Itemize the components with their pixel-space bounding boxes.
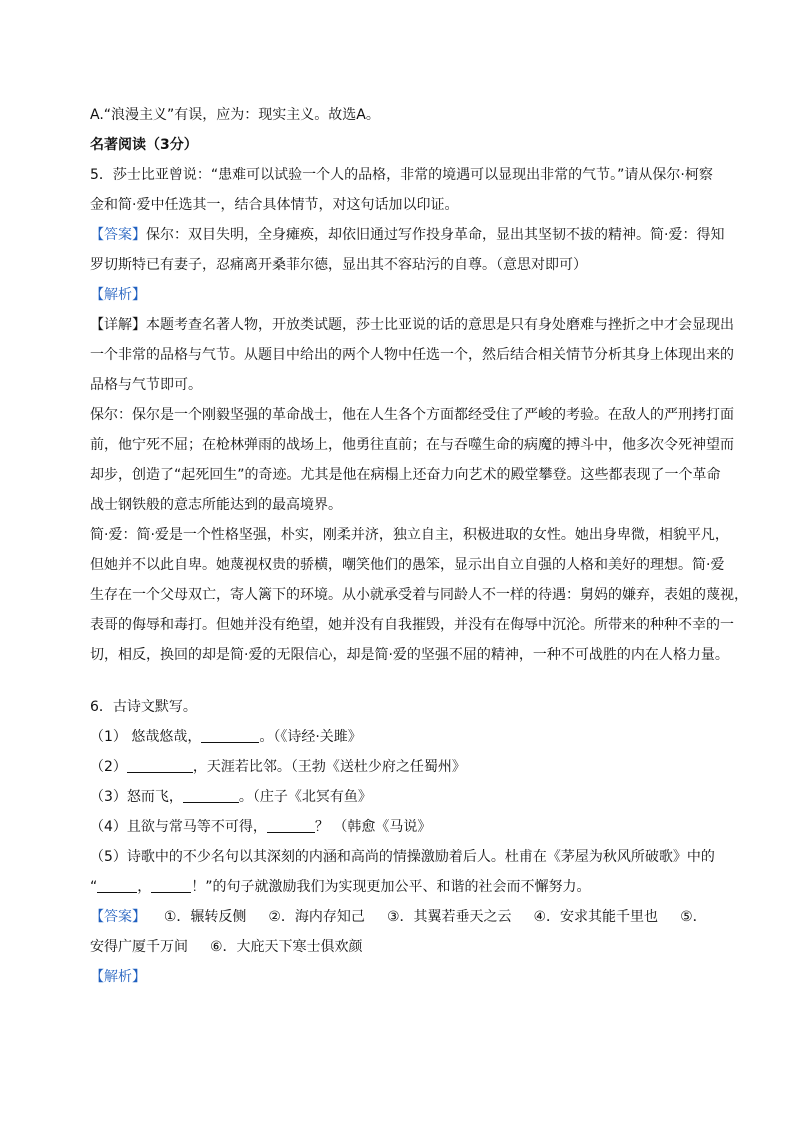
baoer-line-3: 却步，创造了“起死回生”的奇迹。尤其是他在病榻上还奋力向艺术的殿堂攀登。这些都表现了一个革命	[90, 467, 721, 483]
q6-item-2: （2） ，天涯若比邻。（王勃《送杜少府之任蜀州》	[90, 759, 466, 775]
fill-blank[interactable]	[201, 728, 259, 743]
baoer-line-1: 保尔：保尔是一个刚毅坚强的革命战士，他在人生各个方面都经受住了严峻的考验。在敌人的严刑拷打面	[90, 407, 734, 423]
answer-tag: 【答案】	[90, 227, 146, 243]
jianai-line-1: 简·爱：简·爱是一个性格坚强，朴实，刚柔并济，独立自主，积极进取的女性。她出身卑微，相貌平凡，	[90, 527, 729, 543]
section-gap	[90, 670, 720, 692]
jianai-line-5: 切，相反，换回的却是简·爱的无限信心，却是简·爱的坚强不屈的精神，一种不可战胜的内在人格力量。	[90, 647, 729, 663]
fill-blank[interactable]	[183, 788, 239, 803]
jianai-line-2: 但她并不以此自卑。她蔑视权贵的骄横，嘲笑他们的愚笨，显示出自立自强的人格和美好的理想。简·爱	[90, 557, 725, 573]
analysis-tag: 【解析】	[90, 969, 146, 985]
fill-blank[interactable]	[267, 818, 315, 833]
answer-tag: 【答案】	[90, 909, 146, 925]
document-content	[90, 100, 748, 992]
jianai-line-3: 生存在一个父母双亡，寄人篱下的环境。从小就承受着与同龄人不一样的待遇：舅妈的嫌弃，表姐的蔑视，	[90, 587, 748, 603]
fill-blank[interactable]	[127, 758, 193, 773]
q6-item-4: （4）且欲与常马等不可得， ？ （韩愈《马说》	[90, 819, 432, 835]
q5-detail-line-2: 一个非常的品格与气节。从题目中给出的两个人物中任选一个，然后结合相关情节分析其身上体现出来的	[90, 347, 734, 363]
section-title: 名著阅读（3分）	[90, 137, 198, 153]
jianai-line-4: 表哥的侮辱和毒打。但她并没有绝望，她并没有自我摧毁，并没有在侮辱中沉沦。所带来的种种不幸的一	[90, 617, 734, 633]
q6-item-5-line-2: “ ， ！”的句子就激励我们为实现更加公平、和谐的社会而不懈努力。	[90, 879, 591, 895]
q5-answer-line-2: 罗切斯特已有妻子，忍痛离开桑菲尔德，显出其不容玷污的自尊。（意思对即可）	[90, 257, 587, 273]
fill-blank[interactable]	[97, 878, 137, 893]
q6-answer-line-1: 【答案】 ①．辗转反侧 ②．海内存知己 ③．其翼若垂天之云 ④．安求其能千里也 ⑤．	[90, 909, 707, 925]
q6-item-1: （1） 悠哉悠哉， 。（《诗经·关雎》	[90, 729, 362, 745]
q5-detail-line-3: 品格与气节即可。	[90, 377, 202, 393]
fill-blank[interactable]	[151, 878, 191, 893]
q5-line-1: 5．莎士比亚曾说：“患难可以试验一个人的品格，非常的境遇可以显现出非常的气节。”请从保尔·柯察	[90, 167, 713, 183]
q6-title: 6．古诗文默写。	[90, 699, 197, 715]
q5-answer-line-1: 【答案】保尔：双目失明，全身瘫痪，却依旧通过写作投身革命，显出其坚韧不拔的精神。简·爱：得知	[90, 227, 725, 243]
q5-detail-line-1: 【详解】本题考查名著人物，开放类试题，莎士比亚说的话的意思是只有身处磨难与挫折之中才会显现出	[90, 317, 734, 333]
q4-answer-tail: A.“浪漫主义”有误，应为：现实主义。故选A。	[90, 107, 380, 123]
q5-line-2: 金和简·爱中任选其一，结合具体情节，对这句话加以印证。	[90, 197, 459, 213]
q6-item-3: （3）怒而飞， 。（庄子《北冥有鱼》	[90, 789, 372, 805]
baoer-line-2: 前，他宁死不屈；在枪林弹雨的战场上，他勇往直前；在与吞噬生命的病魔的搏斗中，他多次令死神望而	[90, 437, 734, 453]
detail-tag: 【详解】	[90, 317, 146, 333]
baoer-line-4: 战士钢铁般的意志所能达到的最高境界。	[90, 497, 342, 513]
q6-item-5-line-1: （5）诗歌中的不少名句以其深刻的内涵和高尚的情操激励着后人。杜甫在《茅屋为秋风所破歌》中的	[90, 849, 715, 865]
q6-answer-line-2: 安得广厦千万间 ⑥．大庇天下寒士俱欢颜	[90, 939, 363, 955]
analysis-tag: 【解析】	[90, 287, 146, 303]
